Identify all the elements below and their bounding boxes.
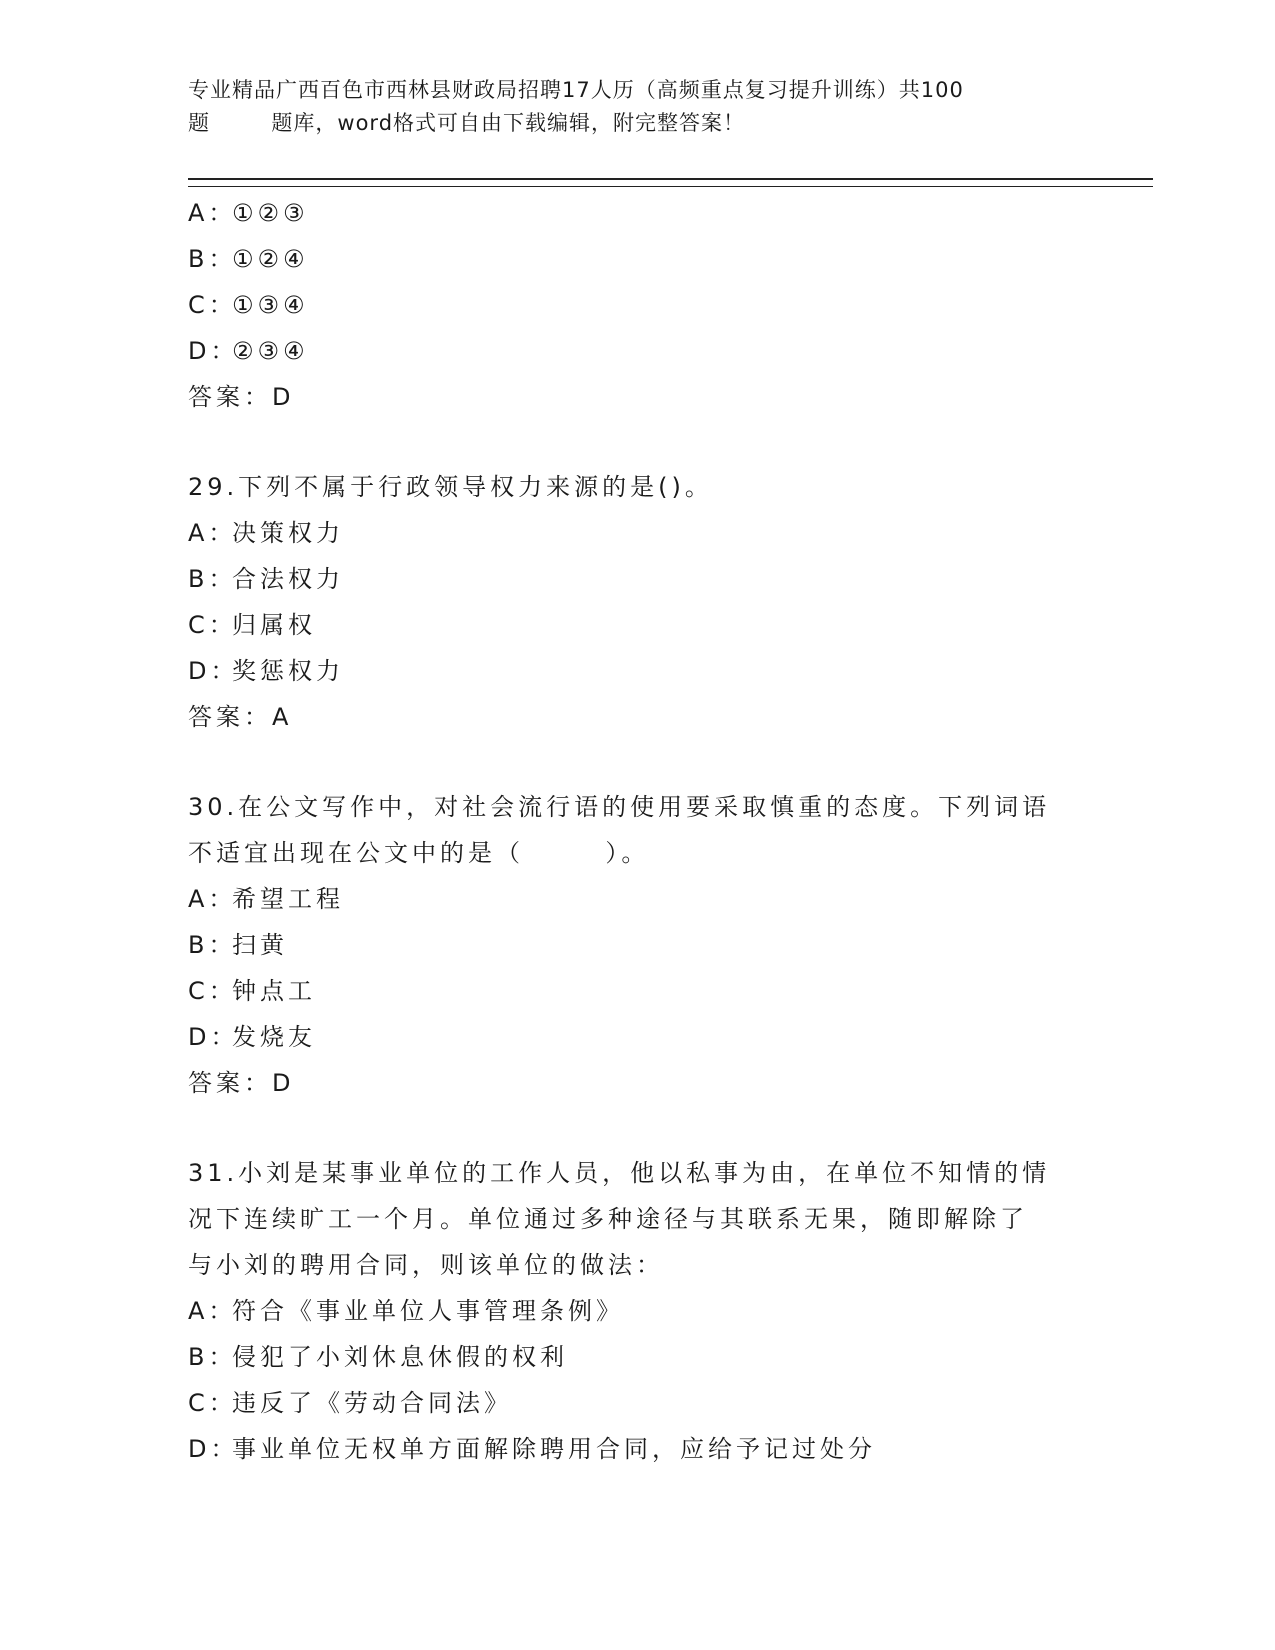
document-header xyxy=(188,74,1088,140)
question-28-continuation xyxy=(188,190,1088,420)
question-stem: 况下连续旷工一个月。单位通过多种途径与其联系无果，随即解除了 xyxy=(188,1205,1028,1233)
option-a: A：希望工程 xyxy=(188,885,344,913)
document-body xyxy=(188,190,1088,1472)
option-d: D：发烧友 xyxy=(188,1023,316,1051)
option-b: B：合法权力 xyxy=(188,565,344,593)
option-a: A：①②③ xyxy=(188,199,309,227)
option-c: C：归属权 xyxy=(188,611,316,639)
question-spacer xyxy=(188,420,1088,464)
option-c: C：①③④ xyxy=(188,291,309,319)
question-spacer xyxy=(188,1106,1088,1150)
question-stem: 31.小刘是某事业单位的工作人员，他以私事为由，在单位不知情的情 xyxy=(188,1159,1051,1187)
option-c: C：钟点工 xyxy=(188,977,316,1005)
option-b: B：扫黄 xyxy=(188,931,288,959)
answer-line: 答案：D xyxy=(188,1069,295,1097)
question-stem: 30.在公文写作中，对社会流行语的使用要采取慎重的态度。下列词语 xyxy=(188,793,1051,821)
option-a: A：决策权力 xyxy=(188,519,344,547)
question-stem: 不适宜出现在公文中的是（ ）。 xyxy=(188,839,650,867)
question-stem: 29.下列不属于行政领导权力来源的是()。 xyxy=(188,473,713,501)
question-stem: 与小刘的聘用合同，则该单位的做法： xyxy=(188,1251,664,1279)
header-divider xyxy=(188,178,1153,187)
option-c: C：违反了《劳动合同法》 xyxy=(188,1389,512,1417)
option-a: A：符合《事业单位人事管理条例》 xyxy=(188,1297,624,1325)
answer-line: 答案：D xyxy=(188,383,295,411)
answer-line: 答案：A xyxy=(188,703,293,731)
header-title-line-2: 题 题库，word格式可自由下载编辑，附完整答案！ xyxy=(188,111,746,135)
question-30 xyxy=(188,784,1088,1106)
question-29 xyxy=(188,464,1088,740)
header-title-line-1: 专业精品广西百色市西林县财政局招聘17人历（高频重点复习提升训练）共100 xyxy=(188,78,964,102)
option-b: B：侵犯了小刘休息休假的权利 xyxy=(188,1343,568,1371)
question-31 xyxy=(188,1150,1088,1472)
question-spacer xyxy=(188,740,1088,784)
option-d: D：事业单位无权单方面解除聘用合同，应给予记过处分 xyxy=(188,1435,876,1463)
option-b: B：①②④ xyxy=(188,245,309,273)
option-d: D：奖惩权力 xyxy=(188,657,344,685)
option-d: D：②③④ xyxy=(188,337,309,365)
